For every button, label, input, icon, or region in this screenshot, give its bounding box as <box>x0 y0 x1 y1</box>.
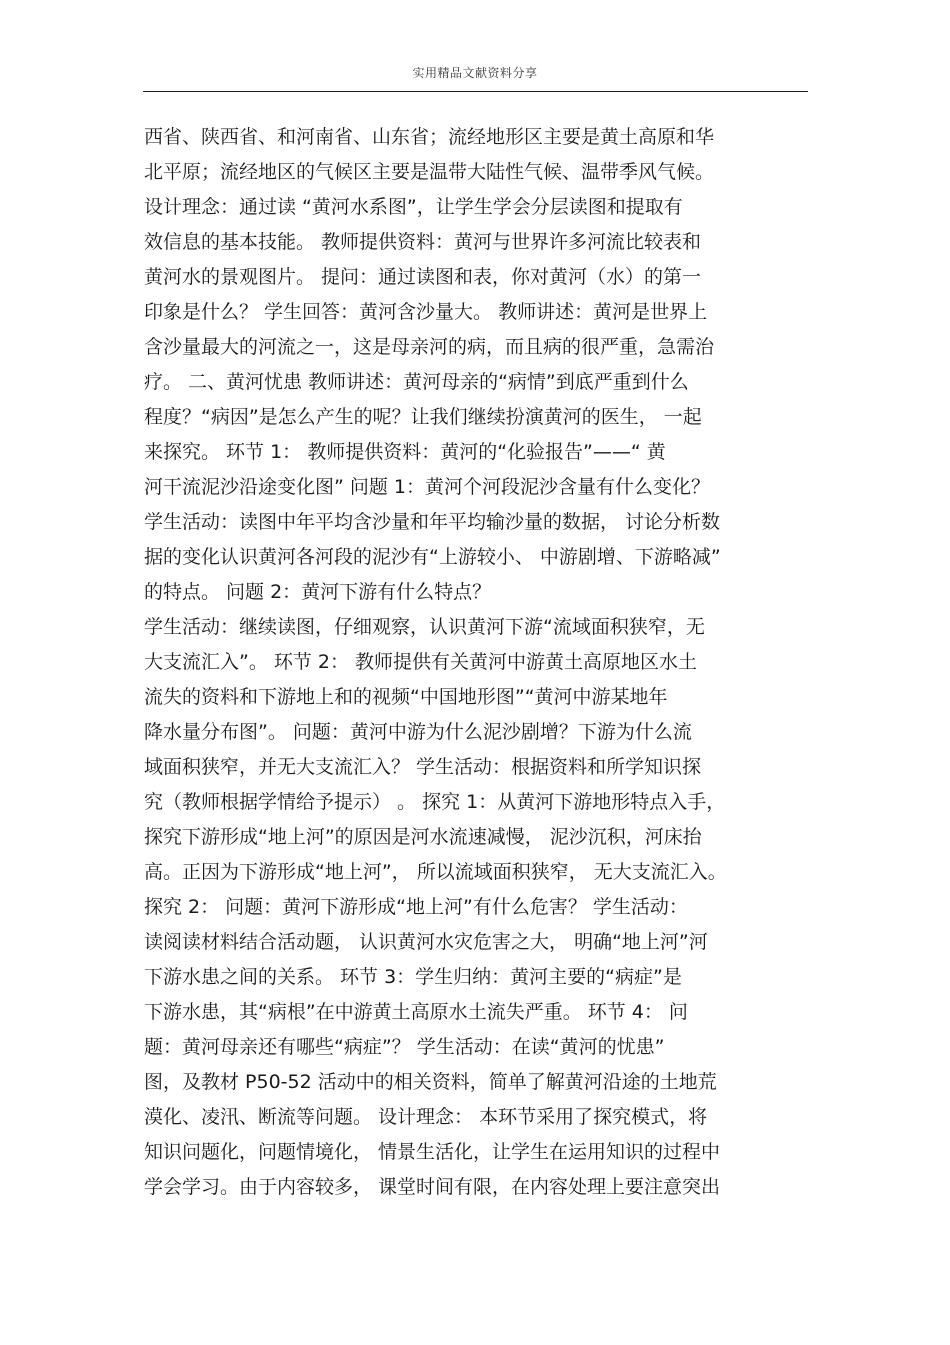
text-line: 设计理念：通过读 “黄河水系图”，让学生学会分层读图和提取有 <box>144 196 683 218</box>
text-line: 知识问题化，问题情境化， 情景生活化，让学生在运用知识的过程中 <box>144 1141 721 1163</box>
text-line: 西省、陕西省、和河南省、山东省；流经地形区主要是黄土高原和华 <box>144 126 715 148</box>
text-line: 域面积狭窄，并无大支流汇入？ 学生活动：根据资料和所学知识探 <box>144 756 702 778</box>
text-line: 究（教师根据学情给予提示） 。 探究 1：从黄河下游地形特点入手， <box>144 791 726 813</box>
text-line: 效信息的基本技能。 教师提供资料：黄河与世界许多河流比较表和 <box>144 231 702 253</box>
text-line: 大支流汇入”。 环节 2： 教师提供有关黄河中游黄土高原地区水土 <box>144 651 698 673</box>
text-line: 北平原；流经地区的气候区主要是温带大陆性气候、温带季风气候。 <box>144 161 715 183</box>
text-line: 流失的资料和下游地上和的视频“中国地形图”“黄河中游某地年 <box>144 686 668 708</box>
header-divider <box>143 91 808 92</box>
text-line: 学生活动：继续读图，仔细观察，认识黄河下游“流域面积狭窄，无 <box>144 616 705 638</box>
text-line: 学生活动：读图中年平均含沙量和年平均输沙量的数据， 讨论分析数 <box>144 511 721 533</box>
text-line: 高。正因为下游形成“地上河”， 所以流域面积狭窄， 无大支流汇入。 <box>144 861 727 883</box>
text-line: 题：黄河母亲还有哪些“病症”？ 学生活动：在读“黄河的忧患” <box>144 1036 665 1058</box>
page-header-title: 实用精品文献资料分享 <box>412 66 538 80</box>
text-line: 来探究。 环节 1： 教师提供资料：黄河的“化验报告”——“ 黄 <box>144 441 666 463</box>
text-line: 读阅读材料结合活动题， 认识黄河水灾危害之大， 明确“地上河”河 <box>144 931 708 953</box>
text-line: 含沙量最大的河流之一，这是母亲河的病，而且病的很严重，急需治 <box>144 336 715 358</box>
text-line: 的特点。 问题 2：黄河下游有什么特点？ <box>144 581 492 603</box>
text-line: 据的变化认识黄河各河段的泥沙有“上游较小、 中游剧增、下游略减” <box>144 546 721 568</box>
text-line: 疗。 二、黄河忧患 教师讲述：黄河母亲的“病情”到底严重到什么 <box>144 371 689 393</box>
text-line: 学会学习。由于内容较多， 课堂时间有限，在内容处理上要注意突出 <box>144 1176 721 1198</box>
document-body <box>144 120 816 1205</box>
text-line: 探究 2： 问题：黄河下游形成“地上河”有什么危害？ 学生活动： <box>144 896 688 918</box>
text-line: 下游水患，其“病根”在中游黄土高原水土流失严重。 环节 4： 问 <box>144 1001 688 1023</box>
text-line: 探究下游形成“地上河”的原因是河水流速减慢， 泥沙沉积，河床抬 <box>144 826 702 848</box>
text-line: 河干流泥沙沿途变化图” 问题 1：黄河个河段泥沙含量有什么变化？ <box>144 476 711 498</box>
text-line: 下游水患之间的关系。 环节 3：学生归纳：黄河主要的“病症”是 <box>144 966 682 988</box>
text-line: 漠化、凌汛、断流等问题。 设计理念： 本环节采用了探究模式，将 <box>144 1106 708 1128</box>
text-line: 黄河水的景观图片。 提问：通过读图和表，你对黄河（水）的第一 <box>144 266 702 288</box>
text-line: 降水量分布图”。 问题：黄河中游为什么泥沙剧增？下游为什么流 <box>144 721 692 743</box>
text-line: 印象是什么？ 学生回答：黄河含沙量大。 教师讲述：黄河是世界上 <box>144 301 708 323</box>
text-line: 图，及教材 P50-52 活动中的相关资料，简单了解黄河沿途的土地荒 <box>144 1071 717 1093</box>
text-line: 程度？“病因”是怎么产生的呢？让我们继续扮演黄河的医生， 一起 <box>144 406 702 428</box>
